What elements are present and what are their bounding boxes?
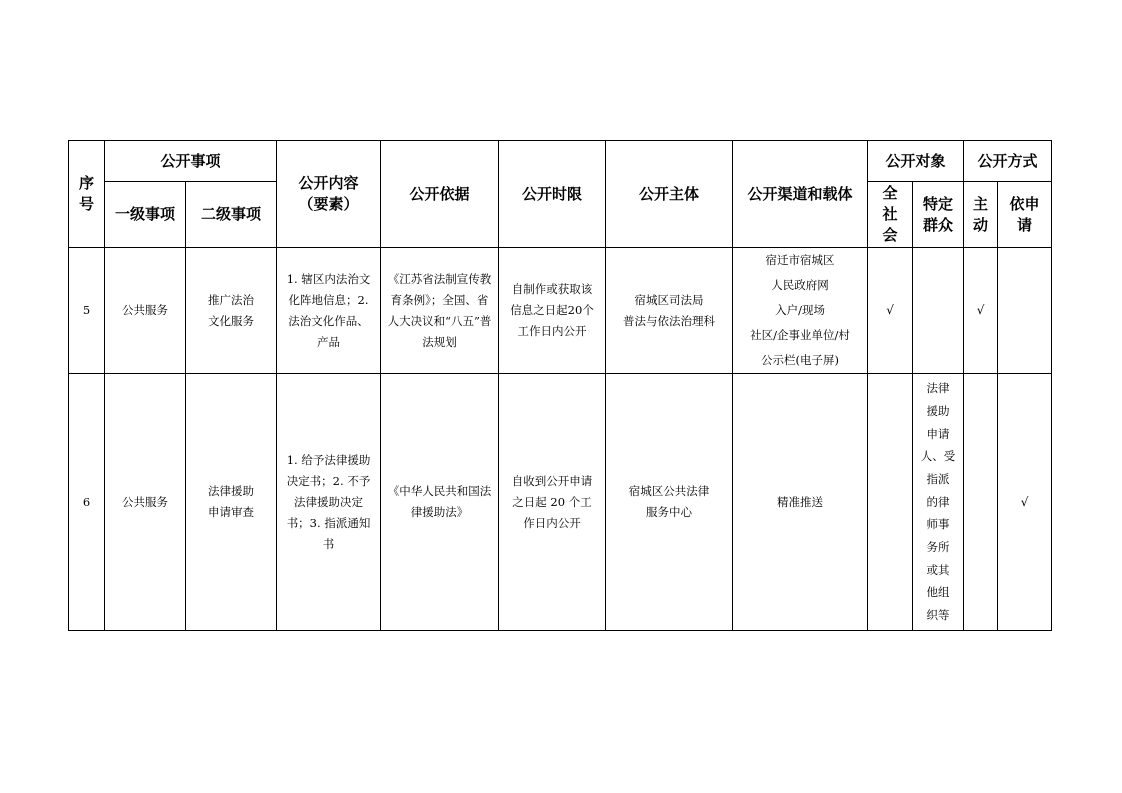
row-level1: 公共服务 <box>105 248 186 374</box>
row-target-specific-line1: 法律 <box>926 381 950 396</box>
header-target-all-line1: 全 <box>882 184 898 202</box>
row-subject <box>606 248 733 374</box>
header-target-group: 公开对象 <box>868 141 964 182</box>
header-seq <box>69 141 105 248</box>
row-subject-line2: 普法与依法治理科 <box>623 313 716 328</box>
row-level2-text: 法律援助申请审查 <box>208 484 254 519</box>
table-row <box>69 248 1052 374</box>
row-basis-text: 《中华人民共和国法律援助法》 <box>387 484 492 519</box>
header-seq-line2: 号 <box>78 195 94 213</box>
row-level2 <box>186 374 277 631</box>
row-seq: 6 <box>69 374 105 631</box>
row-subject-text: 宿城区公共法律服务中心 <box>628 484 710 519</box>
header-target-all <box>868 182 913 248</box>
header-basis: 公开依据 <box>381 141 499 248</box>
header-content-line1: 公开内容 <box>298 174 359 192</box>
row-target-specific-line7: 师事 <box>926 517 950 532</box>
table-row <box>69 374 1052 631</box>
row-channel <box>733 248 868 374</box>
row-target-specific <box>913 248 964 374</box>
row-content-text: 1. 辖区内法治文化阵地信息；2. 法治文化作品、产品 <box>286 271 371 349</box>
row-subject-line1: 宿城区司法局 <box>634 292 704 307</box>
row-seq: 5 <box>69 248 105 374</box>
header-seq-line1: 序 <box>78 174 94 192</box>
header-method-active-line2: 动 <box>973 215 989 234</box>
row-content-text: 1. 给予法律援助决定书；2. 不予法律援助决定书；3. 指派通知书 <box>286 452 371 551</box>
header-target-specific-line2: 群众 <box>923 215 954 234</box>
row-channel-line4: 社区/企事业单位/村 <box>750 328 850 342</box>
header-target-all-line3: 会 <box>882 226 898 244</box>
row-target-specific-line6: 的律 <box>926 494 950 509</box>
header-time-limit: 公开时限 <box>499 141 606 248</box>
row-level1: 公共服务 <box>105 374 186 631</box>
row-time-limit-text: 自制作或获取该信息之日起20个工作日内公开 <box>510 282 594 338</box>
row-basis <box>381 374 499 631</box>
row-method-active <box>964 374 998 631</box>
row-time-limit-text: 自收到公开申请之日起 20 个工作日内公开 <box>511 473 593 530</box>
row-channel-line3: 入户/现场 <box>775 303 825 317</box>
row-target-specific-line5: 指派 <box>926 471 950 486</box>
header-content <box>277 141 381 248</box>
row-target-specific <box>913 374 964 631</box>
header-level2: 二级事项 <box>186 182 277 248</box>
header-method-active <box>964 182 998 248</box>
row-target-all: √ <box>868 248 913 374</box>
header-subject: 公开主体 <box>606 141 733 248</box>
row-target-all <box>868 374 913 631</box>
header-method-apply <box>998 182 1052 248</box>
header-content-line2: （要素） <box>298 195 359 213</box>
row-target-specific-line3: 申请 <box>926 426 950 441</box>
row-channel-line2: 人民政府网 <box>771 278 829 292</box>
row-target-specific-line10: 他组 <box>926 585 950 600</box>
row-level2-text: 推广法治文化服务 <box>208 292 254 328</box>
header-level1: 一级事项 <box>105 182 186 248</box>
row-target-specific-line8: 务所 <box>926 540 950 555</box>
row-target-specific-line4: 人、受 <box>920 449 956 464</box>
row-time-limit <box>499 248 606 374</box>
row-target-specific-line11: 织等 <box>926 608 950 623</box>
row-time-limit <box>499 374 606 631</box>
row-channel: 精准推送 <box>733 374 868 631</box>
header-channel: 公开渠道和载体 <box>733 141 868 248</box>
row-method-apply <box>998 248 1052 374</box>
header-method-apply-line1: 依申 <box>1009 194 1040 213</box>
row-channel-line1: 宿迁市宿城区 <box>765 253 835 267</box>
row-method-apply: √ <box>998 374 1052 631</box>
row-subject <box>606 374 733 631</box>
header-target-specific-line1: 特定 <box>923 194 954 213</box>
header-method-active-line1: 主 <box>973 194 989 213</box>
row-content <box>277 248 381 374</box>
header-method-apply-line2: 请 <box>1017 215 1033 234</box>
row-target-specific-line9: 或其 <box>926 562 950 577</box>
row-level2 <box>186 248 277 374</box>
disclosure-table <box>68 140 1052 631</box>
row-basis <box>381 248 499 374</box>
header-target-specific <box>913 182 964 248</box>
header-method-group: 公开方式 <box>964 141 1052 182</box>
row-channel-line5: 公示栏(电子屏) <box>761 353 839 367</box>
row-basis-text: 《江苏省法制宣传教育条例》；全国、省人大决议和“八五”普法规划 <box>387 271 492 349</box>
row-content <box>277 374 381 631</box>
row-target-specific-line2: 援助 <box>926 403 950 418</box>
row-method-active: √ <box>964 248 998 374</box>
header-item-group: 公开事项 <box>105 141 277 182</box>
header-target-all-line2: 社 <box>882 205 898 223</box>
